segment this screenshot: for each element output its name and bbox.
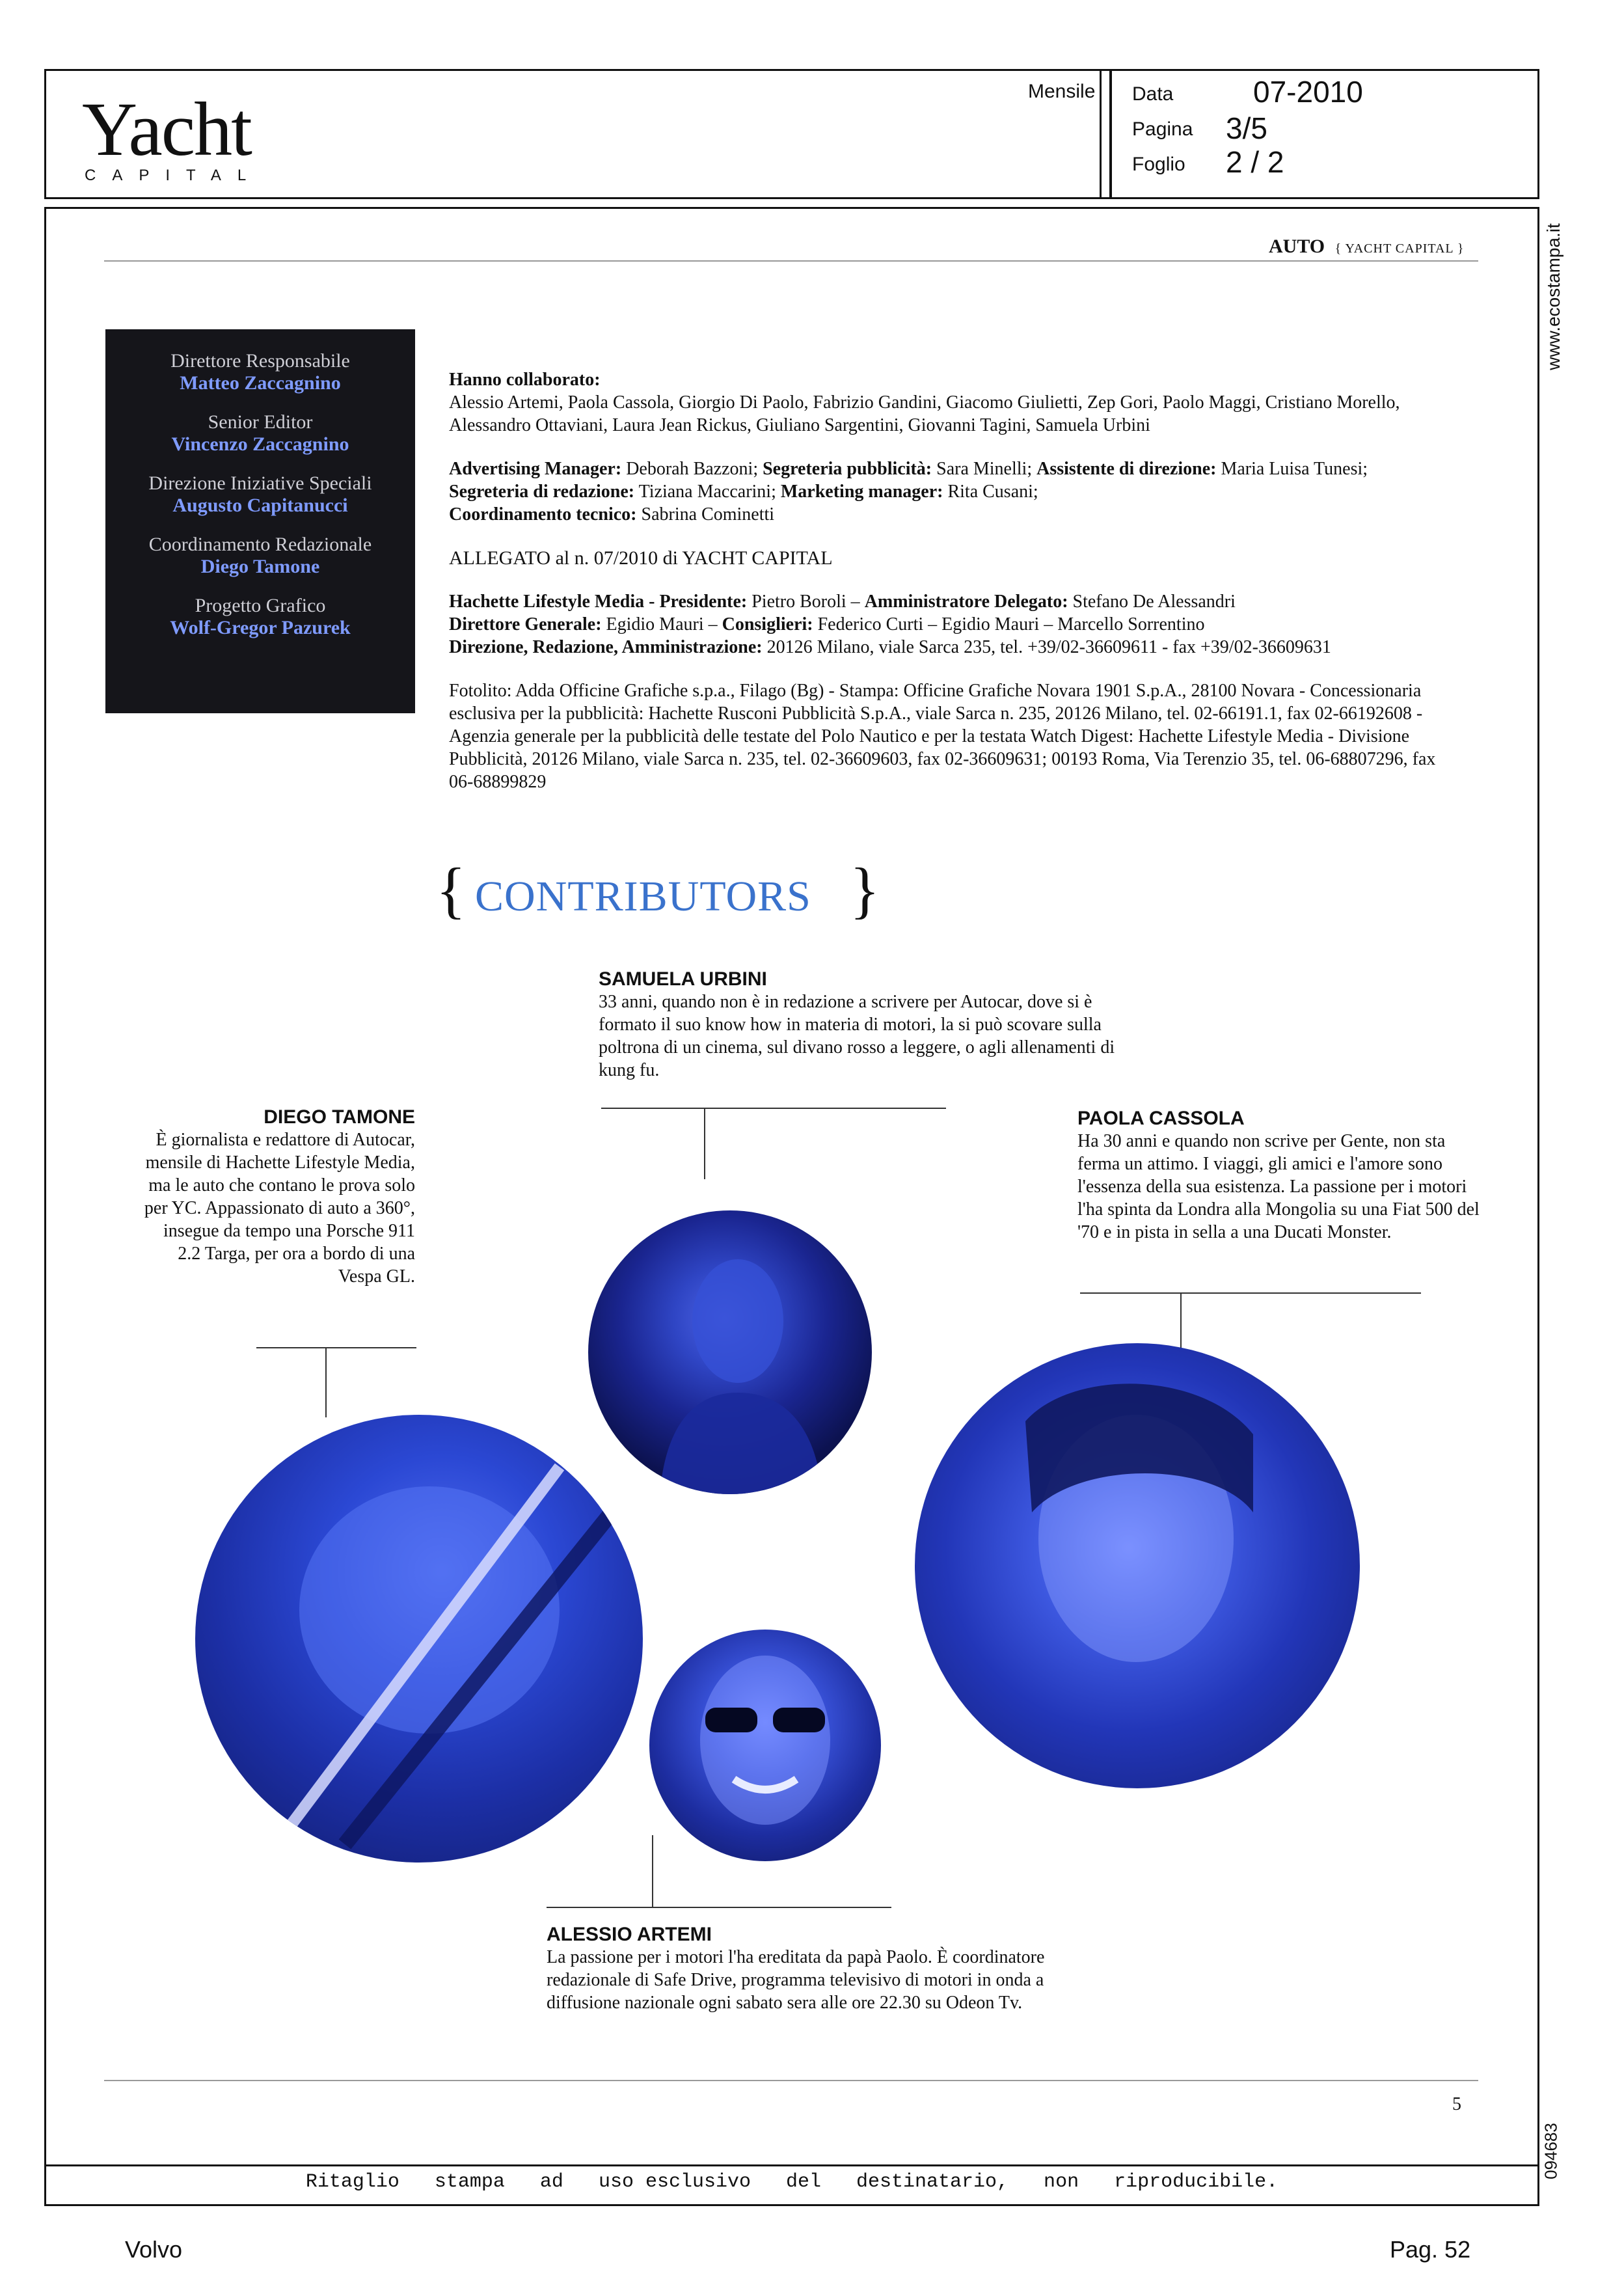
leader-line: [325, 1348, 327, 1417]
portrait-helmet-icon: [195, 1415, 643, 1863]
staff-name: Vincenzo Zaccagnino: [171, 433, 349, 455]
pagina-label: Pagina: [1132, 118, 1193, 140]
segpub-label: Segreteria pubblicità:: [763, 459, 932, 479]
header-divider: [1100, 69, 1102, 199]
reproduction-notice: Ritaglio stampa ad uso esclusivo del destinatario, non riproducibile.: [305, 2171, 1279, 2193]
portrait-sunglasses-icon: [649, 1630, 881, 1861]
leader-line: [704, 1108, 705, 1179]
staff-name: Wolf-Gregor Pazurek: [170, 617, 351, 638]
leader-line: [601, 1108, 946, 1109]
leader-line: [256, 1347, 416, 1348]
credits-staff: [449, 457, 1451, 526]
credits-publisher: [449, 590, 1451, 659]
assdir-label: Assistente di direzione:: [1036, 459, 1217, 479]
section-label: [1269, 236, 1465, 258]
photo-paola: [915, 1343, 1360, 1788]
notice-rule: [44, 2164, 1539, 2166]
staff-name: Matteo Zaccagnino: [180, 372, 341, 394]
cons-text: Federico Curti – Egidio Mauri – Marcello Sorrentino: [817, 614, 1205, 635]
credits-collaborators: [449, 368, 1451, 437]
segred-text: Tiziana Maccarini;: [638, 482, 776, 502]
clipping-code: 094683: [1541, 2123, 1561, 2179]
hachette-text: Pietro Boroli –: [751, 592, 860, 612]
bio-name: DIEGO TAMONE: [264, 1106, 415, 1128]
data-value: 07-2010: [1253, 75, 1363, 109]
bio-text: La passione per i motori l'ha ereditata da papà Paolo. È coordinatore redazionale di Safe Drive, programma televisivo di motori in onda a diffusione nazionale ogni sabato sera alle ore 22.30 su Odeon Tv.: [547, 1947, 1045, 2013]
photo-alessio: [649, 1630, 881, 1861]
staff-name: Augusto Capitanucci: [172, 495, 348, 516]
portrait-silhouette-icon: [588, 1210, 872, 1494]
bottom-rule: [104, 2080, 1478, 2081]
close-brace-icon: }: [850, 855, 880, 925]
staff-role: Direzione Iniziative Speciali: [148, 472, 372, 494]
section-name: AUTO: [1269, 236, 1325, 257]
dir-label: Direzione, Redazione, Amministrazione:: [449, 637, 763, 657]
portrait-smiling-icon: [915, 1343, 1360, 1788]
leader-line: [1080, 1292, 1421, 1294]
staff-role: Direttore Responsabile: [170, 350, 350, 372]
photo-diego: [195, 1415, 643, 1863]
footer-client: Volvo: [125, 2236, 183, 2263]
contributors-heading: [436, 855, 891, 938]
photo-samuela: [588, 1210, 872, 1494]
staff-role: Progetto Grafico: [195, 595, 326, 616]
segred-label: Segreteria di redazione:: [449, 482, 635, 502]
yacht-logo: Yacht: [82, 87, 251, 172]
mkt-label: Marketing manager:: [780, 482, 943, 502]
dirgen-text: Egidio Mauri –: [606, 614, 718, 635]
credits-fotolito: Fotolito: Adda Officine Grafiche s.p.a., Filago (Bg) - Stampa: Officine Grafiche Novara 1901 S.p.A., 28100 Novara - Concessionaria esclusiva per la pubblicità: Hachette Rusconi Pubblicità S.p.A., viale Sarca n. 235, 20126 Milano, tel. 02-66191.1, fax 02-66192608 - Agenzia generale per la pubblicità delle testate del Polo Nautico e per la testata Watch Digest: Hachette Lifestyle Media - Divisione Pubblicità, 20126 Milano, viale Sarca n. 235, tel. 02-36609603, fax 02-36609631; 00193 Roma, Via Terenzio 35, tel. 06-68807296, fax 06-68899829: [449, 681, 1436, 792]
staff-role: Coordinamento Redazionale: [148, 534, 372, 555]
contributors-title: CONTRIBUTORS: [475, 873, 811, 920]
dirgen-label: Direttore Generale:: [449, 614, 602, 635]
leader-line: [652, 1835, 653, 1907]
footer-page: Pag. 52: [1390, 2236, 1471, 2263]
collaborators-list: Alessio Artemi, Paola Cassola, Giorgio Di Paolo, Fabrizio Gandini, Giacomo Giulietti, Zep Gori, Paolo Maggi, Cristiano Morello, Alessandro Ottaviani, Laura Jean Rickus, Giuliano Sargentini, Giovanni Tagini, Samuela Urbini: [449, 392, 1400, 435]
credits-allegato: ALLEGATO al n. 07/2010 di YACHT CAPITAL: [449, 547, 833, 569]
masthead-staff-box: [105, 329, 415, 713]
hachette-label: Hachette Lifestyle Media - Presidente:: [449, 592, 748, 612]
open-brace-icon: {: [436, 855, 467, 925]
adv-text: Deborah Bazzoni;: [626, 459, 759, 479]
bio-alessio: [547, 1924, 1054, 2014]
amm-label: Amministratore Delegato:: [864, 592, 1068, 612]
section-rule: [104, 260, 1478, 262]
ecostampa-url: www.ecostampa.it: [1543, 223, 1563, 370]
bio-text: 33 anni, quando non è in redazione a scrivere per Autocar, dove si è formato il suo know how in materia di motori, la si può scovare sulla poltrona di un cinema, sul divano rosso a leggere, o agli allenamenti di kung fu.: [599, 992, 1115, 1080]
bio-text: Ha 30 anni e quando non scrive per Gente, non sta ferma un attimo. I viaggi, gli amici e l'amore sono l'essenza della sua esistenza. La passione per i motori l'ha spinta da Londra alla Mongolia su una Fiat 500 del '70 e in pista in sella a una Ducati Monster.: [1077, 1131, 1480, 1242]
bio-text: È giornalista e redattore di Autocar, mensile di Hachette Lifestyle Media, ma le auto che contano le prova solo per YC. Appassionato di auto a 360°, insegue da tempo una Porsche 911 2.2 Targa, per ora a bordo di una Vespa GL.: [144, 1130, 415, 1287]
leader-line: [547, 1907, 891, 1908]
collaborators-label: Hanno collaborato:: [449, 370, 601, 390]
foglio-value: 2 / 2: [1226, 145, 1284, 179]
foglio-label: Foglio: [1132, 154, 1185, 175]
coord-label: Coordinamento tecnico:: [449, 504, 637, 525]
staff-name: Diego Tamone: [200, 556, 320, 577]
bio-paola: [1077, 1108, 1481, 1244]
pagina-value: 3/5: [1226, 111, 1267, 145]
segpub-text: Sara Minelli;: [936, 459, 1033, 479]
frequency-label: Mensile: [1028, 81, 1096, 102]
dir-text: 20126 Milano, viale Sarca 235, tel. +39/02-36609611 - fax +39/02-36609631: [766, 637, 1331, 657]
section-tag: { YACHT CAPITAL }: [1334, 241, 1465, 256]
credits-block: [449, 368, 1451, 814]
page-number: 5: [1452, 2094, 1461, 2114]
staff-role: Senior Editor: [208, 411, 313, 433]
mkt-text: Rita Cusani;: [947, 482, 1038, 502]
bio-name: PAOLA CASSOLA: [1077, 1108, 1245, 1129]
assdir-text: Maria Luisa Tunesi;: [1221, 459, 1368, 479]
bio-diego: [143, 1106, 415, 1288]
data-label: Data: [1132, 83, 1174, 105]
bio-name: SAMUELA URBINI: [599, 968, 767, 990]
cons-label: Consiglieri:: [722, 614, 813, 635]
capital-logo: CAPITAL: [85, 167, 263, 184]
bio-name: ALESSIO ARTEMI: [547, 1924, 712, 1945]
bio-samuela: [599, 968, 1132, 1082]
adv-label: Advertising Manager:: [449, 459, 622, 479]
coord-text: Sabrina Cominetti: [641, 504, 775, 525]
amm-text: Stefano De Alessandri: [1072, 592, 1236, 612]
